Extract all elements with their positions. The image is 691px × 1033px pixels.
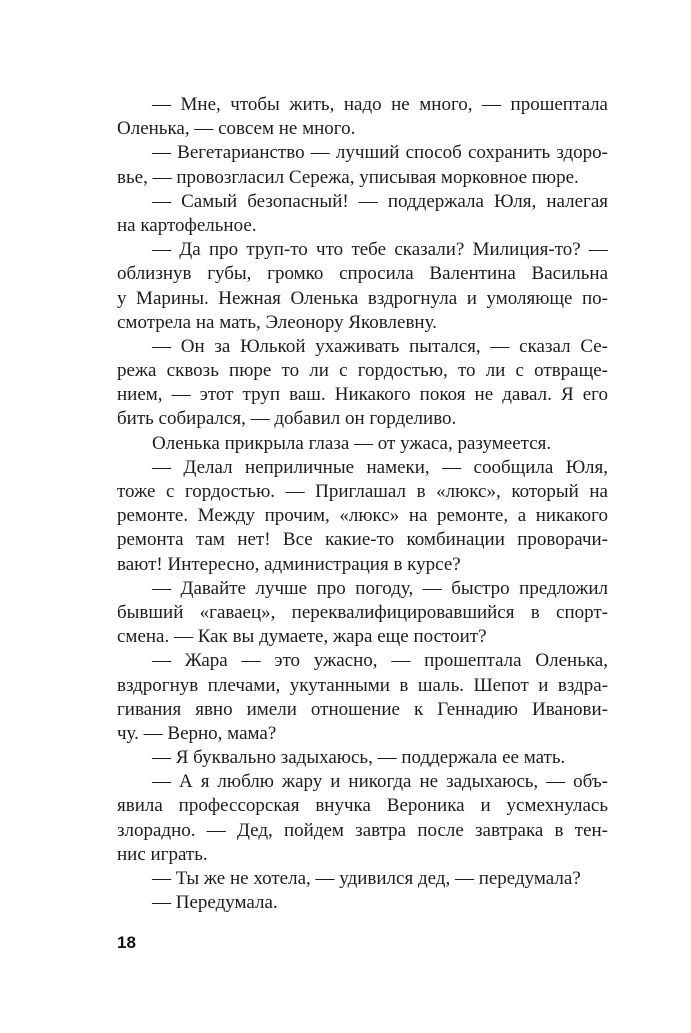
paragraph <box>117 577 608 650</box>
text-line: смена. — Как вы думаете, жара еще постоит? <box>117 626 487 648</box>
text-line: Оленька прикрыла глаза — от ужаса, разумеется. <box>152 432 552 454</box>
text-line: тоже с гордостью. — Приглашал в «люкс», который на <box>117 481 608 502</box>
paragraph <box>117 770 608 867</box>
text-line: — А я люблю жару и никогда не задыхаюсь, — объ- <box>152 771 608 793</box>
text-line: — Он за Юлькой ухаживать пытался, — сказал Се- <box>152 335 608 357</box>
text-line: ремонта там нет! Все какие-то комбинации проворачи- <box>117 529 608 551</box>
text-line: вают! Интересно, администрация в курсе? <box>117 553 461 575</box>
text-line: — Самый безопасный! — поддержала Юля, налегая <box>152 190 608 212</box>
paragraph <box>117 891 608 915</box>
text-line: — Ты же не хотела, — удивился дед, — передумала? <box>152 868 581 889</box>
text-line: у Марины. Нежная Оленька вздрогнула и умоляюще по- <box>117 287 608 309</box>
text-line: вздрогнув плечами, укутанными в шаль. Шепот и вздра- <box>117 674 608 696</box>
text-line: гивания явно имели отношение к Геннадию Иванови- <box>117 698 608 720</box>
text-line: — Да про труп-то что тебе сказали? Милиция-то? — <box>152 239 608 261</box>
paragraph <box>117 456 608 577</box>
text-line: нием, — этот труп ваш. Никакого покоя не давал. Я его <box>117 384 608 406</box>
page-text <box>117 93 608 915</box>
text-line: — Мне, чтобы жить, надо не много, — прошептала <box>152 94 608 115</box>
text-line: явила профессорская внучка Вероника и усмехнулась <box>117 795 608 817</box>
text-line: — Вегетарианство — лучший способ сохранить здоро- <box>152 142 608 164</box>
text-line: режа сквозь пюре то ли с гордостью, то ли с отвраще- <box>117 360 608 382</box>
paragraph <box>117 746 608 770</box>
paragraph <box>117 649 608 746</box>
paragraph <box>117 432 608 456</box>
paragraph <box>117 93 608 141</box>
paragraph <box>117 238 608 335</box>
text-line: — Давайте лучше про погоду, — быстро предложил <box>152 577 608 599</box>
text-line: вье, — провозгласил Сережа, уписывая морковное пюре. <box>117 166 579 188</box>
text-line: бить собирался, — добавил он горделиво. <box>117 408 457 430</box>
text-line: нис играть. <box>117 843 208 865</box>
text-line: — Я буквально задыхаюсь, — поддержала ее мать. <box>152 747 566 769</box>
text-line: — Передумала. <box>152 892 278 914</box>
text-line: облизнув губы, громко спросила Валентина Васильна <box>117 263 608 285</box>
paragraph <box>117 141 608 189</box>
text-line: на картофельное. <box>117 214 257 236</box>
paragraph <box>117 190 608 238</box>
page-number: 18 <box>117 933 136 952</box>
paragraph <box>117 335 608 432</box>
text-line: смотрела на мать, Элеонору Яковлевну. <box>117 311 437 333</box>
text-line: — Жара — это ужасно, — прошептала Оленька, <box>152 650 608 672</box>
text-line: злорадно. — Дед, пойдем завтра после завтрака в тен- <box>117 819 608 841</box>
text-line: чу. — Верно, мама? <box>117 722 277 744</box>
text-line: Оленька, — совсем не много. <box>117 118 356 140</box>
text-line: ремонте. Между прочим, «люкс» на ремонте, а никакого <box>117 505 608 527</box>
text-line: — Делал неприличные намеки, — сообщила Юля, <box>152 456 608 478</box>
text-line: бывший «гаваец», переквалифицировавшийся в спорт- <box>117 601 608 623</box>
paragraph <box>117 867 608 891</box>
